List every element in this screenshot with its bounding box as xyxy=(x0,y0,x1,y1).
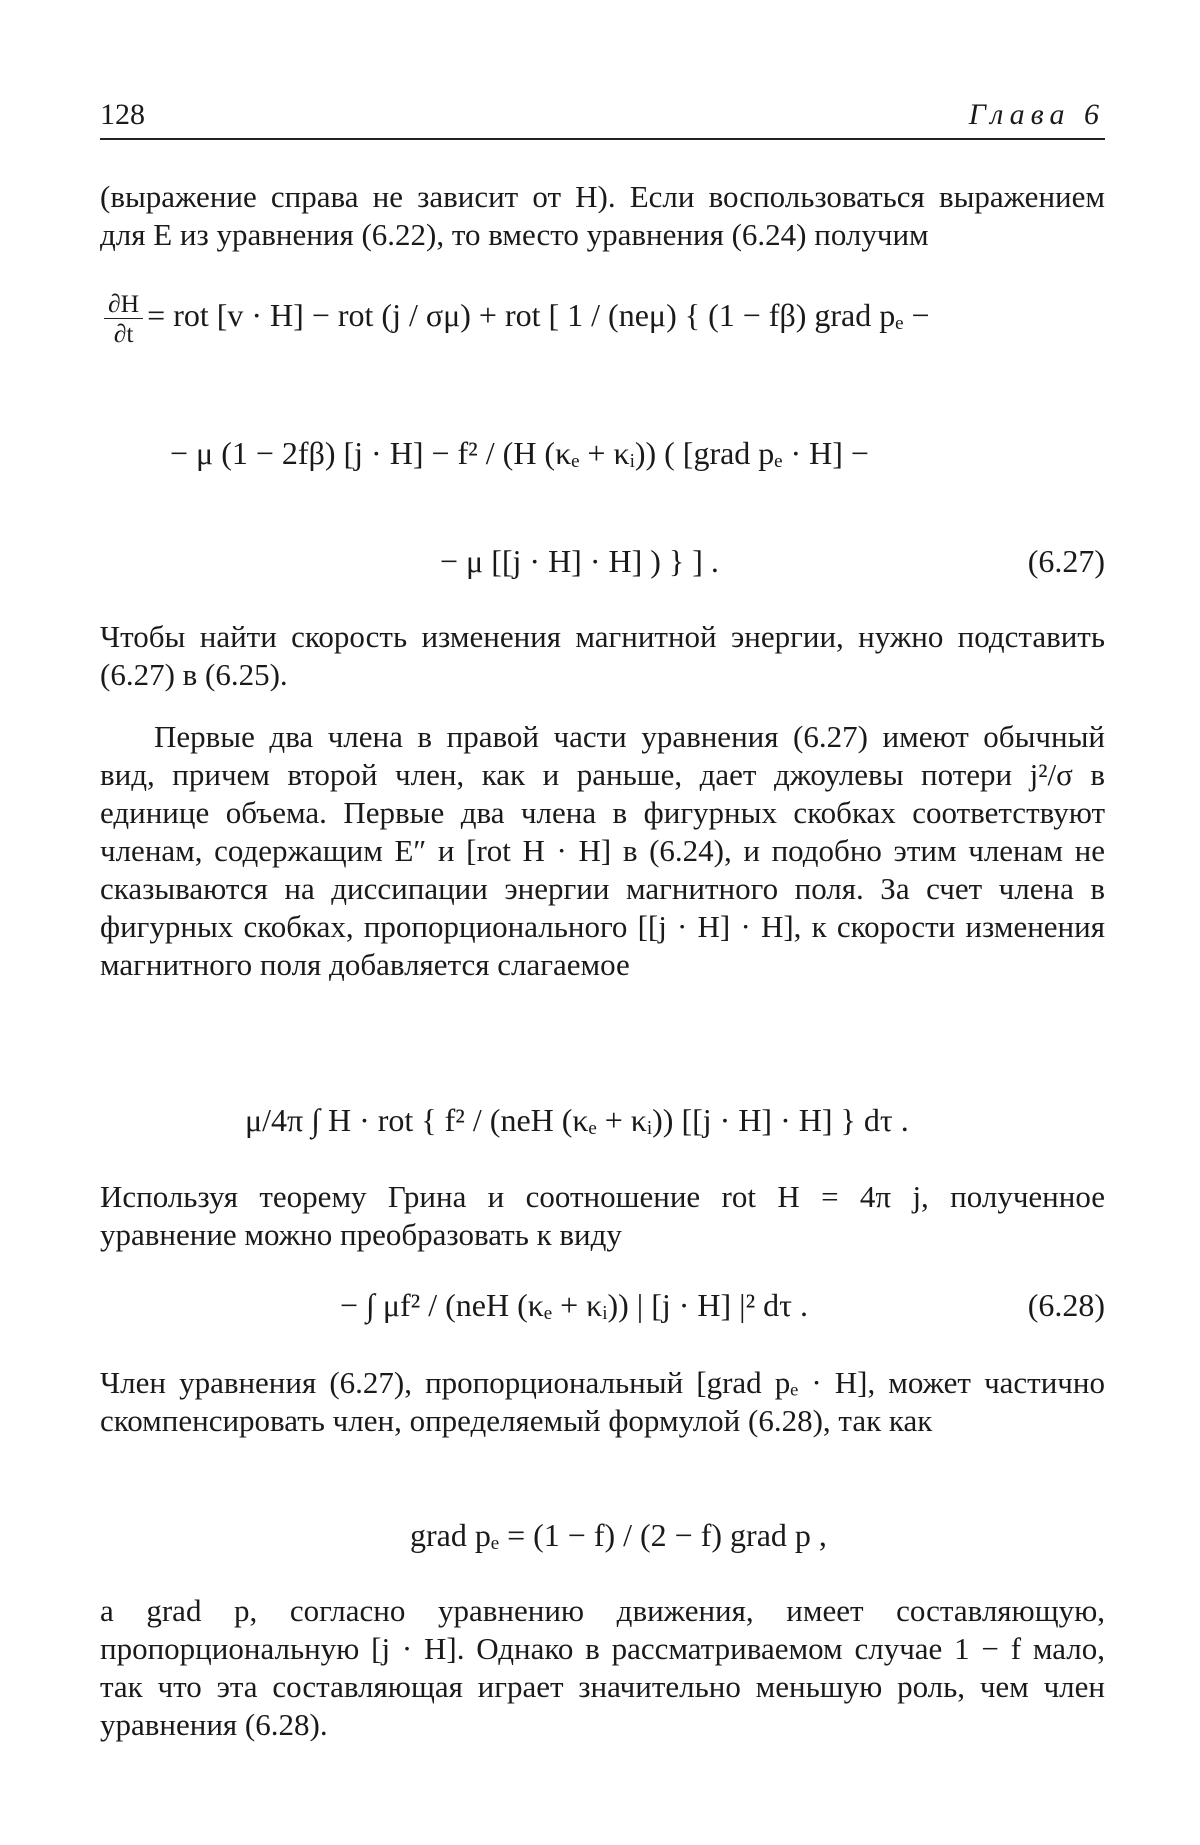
running-head xyxy=(100,88,1105,140)
equation-6-27-line-1: $\frac{\partial H}{\partial t}$ = rot [v · H] − rot (j / σμ) + rot [ 1 / (neμ) { (1 − fβ) grad pₑ − xyxy=(100,280,1105,350)
chapter-title: Глава 6 xyxy=(968,98,1105,131)
paragraph-energy-rate: Чтобы найти скорость изменения магнитной энергии, нужно подставить (6.27) в (6.25). xyxy=(100,619,1105,692)
equation-6-28: − ∫ μf² / (neH (κₑ + κᵢ)) | [j · H] |² dτ . (6.28) xyxy=(100,1270,1105,1340)
equation-added-term: μ/4π ∫ H · rot { f² / (neH (κₑ + κᵢ)) [[j · H] · H] } dτ . xyxy=(245,1102,909,1138)
equation-6-27-line-3: − μ [[j · H] · H] ) } ] . (6.27) xyxy=(100,526,1105,596)
paragraph-conclusion: а grad p, согласно уравнению движения, имеет составляющую, пропорциональную [j · H]. Однако в рассматриваемом случае 1 − f мало, так что эта составляющая играет значительно меньшую роль, чем член уравнения (6.28). xyxy=(100,1593,1105,1742)
equation-number-6-28: (6.28) xyxy=(1027,1287,1105,1323)
page-number: 128 xyxy=(100,98,145,131)
paragraph-intro: (выражение справа не зависит от H). Если воспользоваться выражением для E из уравнения (6.22), то вместо уравнения (6.24) получим xyxy=(100,179,1105,252)
equation-6-27-line-2: − μ (1 − 2fβ) [j · H] − f² / (H (κₑ + κᵢ)) ( [grad pₑ · H] − xyxy=(170,435,869,471)
paragraph-compensation: Член уравнения (6.27), пропорциональный [grad pₑ · H], может частично скомпенсировать член, определяемый формулой (6.28), так как xyxy=(100,1365,1105,1438)
partial-derivative: $\frac{\partial H}{\partial t}$ xyxy=(104,289,143,349)
paragraph-green-theorem: Используя теорему Грина и соотношение rot H = 4π j, полученное уравнение можно преобразовать к виду xyxy=(100,1179,1105,1252)
equation-grad-pe: grad pₑ = (1 − f) / (2 − f) grad p , xyxy=(410,1517,827,1553)
paragraph-discussion: Первые два члена в правой части уравнения (6.27) имеют обычный вид, причем второй член, как и раньше, дает джоулевы потери j²/σ в единице объема. Первые два члена в фигурных скобках соответствуют членам, содержащим E″ и [rot H · H] в (6.24), и подобно этим членам не сказываются на диссипации энергии магнитного поля. За счет члена в фигурных скобках, пропорционального [[j · H] · H], к скорости изменения магнитного поля добавляется слагаемое xyxy=(100,719,1105,982)
equation-number-6-27: (6.27) xyxy=(1027,543,1105,579)
